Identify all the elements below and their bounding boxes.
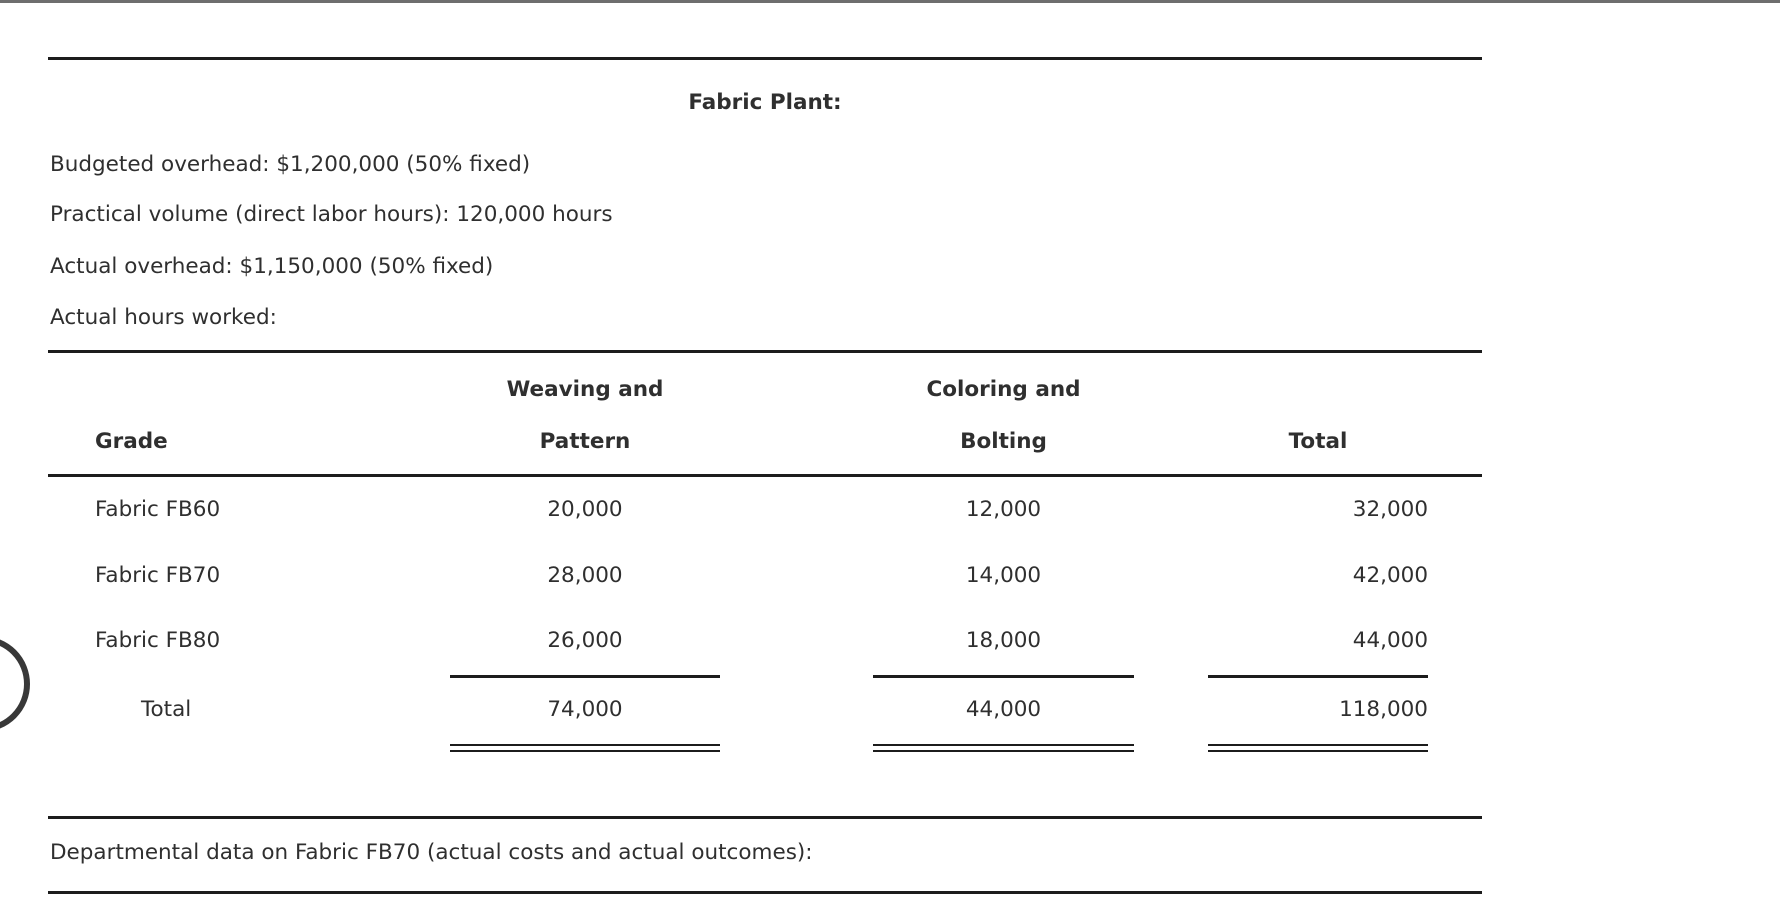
table-row	[48, 497, 1482, 523]
double-underline-coloring	[873, 744, 1134, 752]
horizontal-rule-top	[48, 57, 1482, 60]
grand-total-cell: 118,000	[1339, 697, 1428, 722]
column-header-total: Total	[1288, 429, 1348, 454]
total-cell: 42,000	[1352, 563, 1428, 588]
column-header-coloring: Coloring and	[926, 377, 1081, 402]
table-row	[48, 563, 1482, 589]
grade-cell: Fabric FB60	[95, 497, 221, 522]
table-header-row-2	[48, 429, 1482, 455]
double-underline-total	[1208, 744, 1428, 752]
total-cell: 44,000	[1352, 628, 1428, 653]
footer-section-bottom-rule	[48, 891, 1482, 894]
grade-cell: Fabric FB80	[95, 628, 221, 653]
weaving-pattern-total-cell: 74,000	[547, 697, 623, 722]
table-header-row-1	[48, 377, 1482, 403]
double-underline-weaving	[450, 744, 720, 752]
total-cell: 32,000	[1352, 497, 1428, 522]
total-row-label: Total	[141, 697, 192, 722]
practical-volume-line: Practical volume (direct labor hours): 120,000 hours	[50, 202, 613, 227]
column-header-grade: Grade	[95, 429, 168, 454]
column-header-bolting: Bolting	[960, 429, 1047, 454]
sum-underline-coloring	[873, 675, 1134, 678]
table-header-rule	[48, 474, 1482, 477]
circle-annotation	[0, 636, 30, 732]
window-top-border	[0, 0, 1780, 3]
coloring-bolting-cell: 12,000	[965, 497, 1042, 522]
actual-overhead-line: Actual overhead: $1,150,000 (50% fixed)	[50, 254, 494, 279]
sum-underline-total	[1208, 675, 1428, 678]
table-total-row	[48, 697, 1482, 723]
column-header-weaving: Weaving and	[506, 377, 664, 402]
table-top-rule	[48, 350, 1482, 353]
coloring-bolting-total-cell: 44,000	[965, 697, 1042, 722]
weaving-pattern-cell: 26,000	[547, 628, 623, 653]
departmental-data-heading: Departmental data on Fabric FB70 (actual costs and actual outcomes):	[50, 840, 813, 865]
page-title: Fabric Plant:	[688, 90, 842, 115]
column-header-pattern: Pattern	[539, 429, 631, 454]
weaving-pattern-cell: 20,000	[547, 497, 623, 522]
sum-underline-weaving	[450, 675, 720, 678]
coloring-bolting-cell: 18,000	[965, 628, 1042, 653]
grade-cell: Fabric FB70	[95, 563, 221, 588]
actual-hours-worked-label: Actual hours worked:	[50, 305, 277, 330]
coloring-bolting-cell: 14,000	[965, 563, 1042, 588]
table-row	[48, 628, 1482, 654]
footer-section-top-rule	[48, 816, 1482, 819]
budgeted-overhead-line: Budgeted overhead: $1,200,000 (50% fixed)	[50, 152, 531, 177]
weaving-pattern-cell: 28,000	[547, 563, 623, 588]
